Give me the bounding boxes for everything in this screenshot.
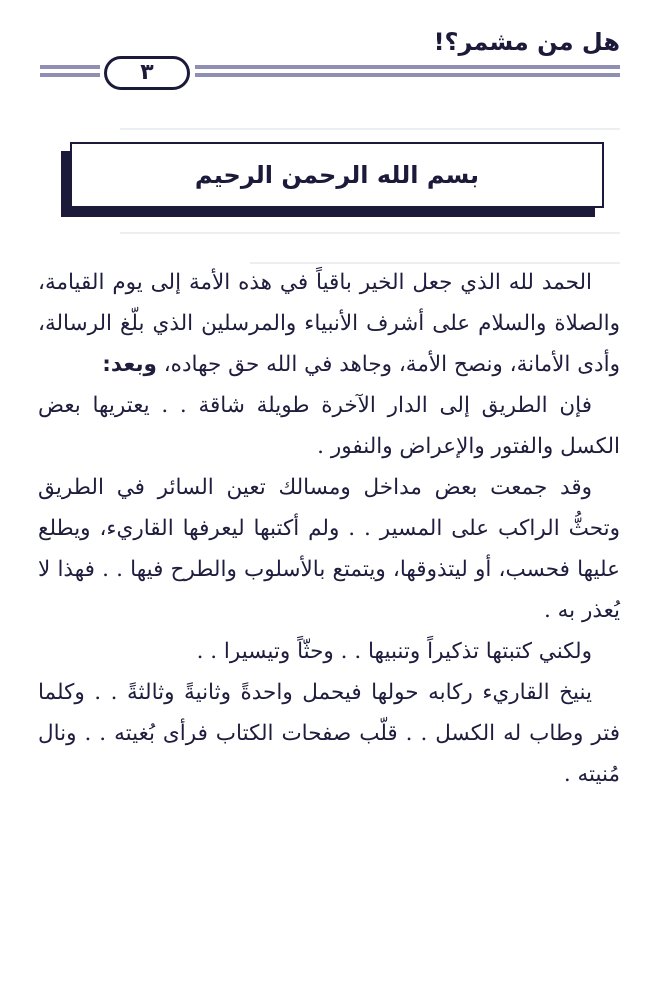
basmala-frame bbox=[70, 142, 604, 208]
header-rule-line bbox=[40, 73, 100, 77]
header-rule-line bbox=[40, 65, 100, 69]
header-rule-line bbox=[195, 73, 620, 77]
paragraph: ينيخ القاريء ركابه حولها فيحمل واحدةً وثانيةً وثالثةً . . وكلما فتر وطاب له الكسل . . قلّب صفحات الكتاب فرأى بُغيته . . ونال مُنيته . bbox=[38, 680, 620, 787]
basmala-heading: بسم الله الرحمن الرحيم bbox=[194, 161, 480, 189]
bleed-through-mark bbox=[120, 128, 620, 130]
paragraph bbox=[38, 262, 620, 385]
paragraph: فإن الطريق إلى الدار الآخرة طويلة شاقة . . يعتريها بعض الكسل والفتور والإعراض والنفور . bbox=[38, 393, 620, 459]
body-text bbox=[38, 262, 620, 795]
closing-phrase: وبعد: bbox=[102, 352, 157, 377]
page-number: ٣ bbox=[104, 56, 190, 90]
paragraph: ولكني كتبتها تذكيراً وتنبيها . . وحثّاً وتيسيرا . . bbox=[196, 639, 592, 664]
running-title: هل من مشمر؟! bbox=[433, 28, 620, 56]
bleed-through-mark bbox=[120, 232, 620, 234]
paragraph-text: الحمد لله الذي جعل الخير باقياً في هذه الأمة إلى يوم القيامة، والصلاة والسلام على أشرف الأنبياء والمرسلين الذي بلّغ الرسالة، وأدى الأمانة، ونصح الأمة، وجاهد في الله حق جهاده، bbox=[38, 270, 620, 377]
header-rule-line bbox=[195, 65, 620, 69]
paragraph: وقد جمعت بعض مداخل ومسالك تعين السائر في الطريق وتحثُّ الراكب على المسير . . ولم أكتبها ليعرفها القاريء، ويطلع عليها فحسب، أو ليتذوقها، ويتمتع بالأسلوب والطرح فيها . . فهذا لا يُعذر به . bbox=[38, 475, 620, 623]
page-header bbox=[40, 26, 620, 86]
